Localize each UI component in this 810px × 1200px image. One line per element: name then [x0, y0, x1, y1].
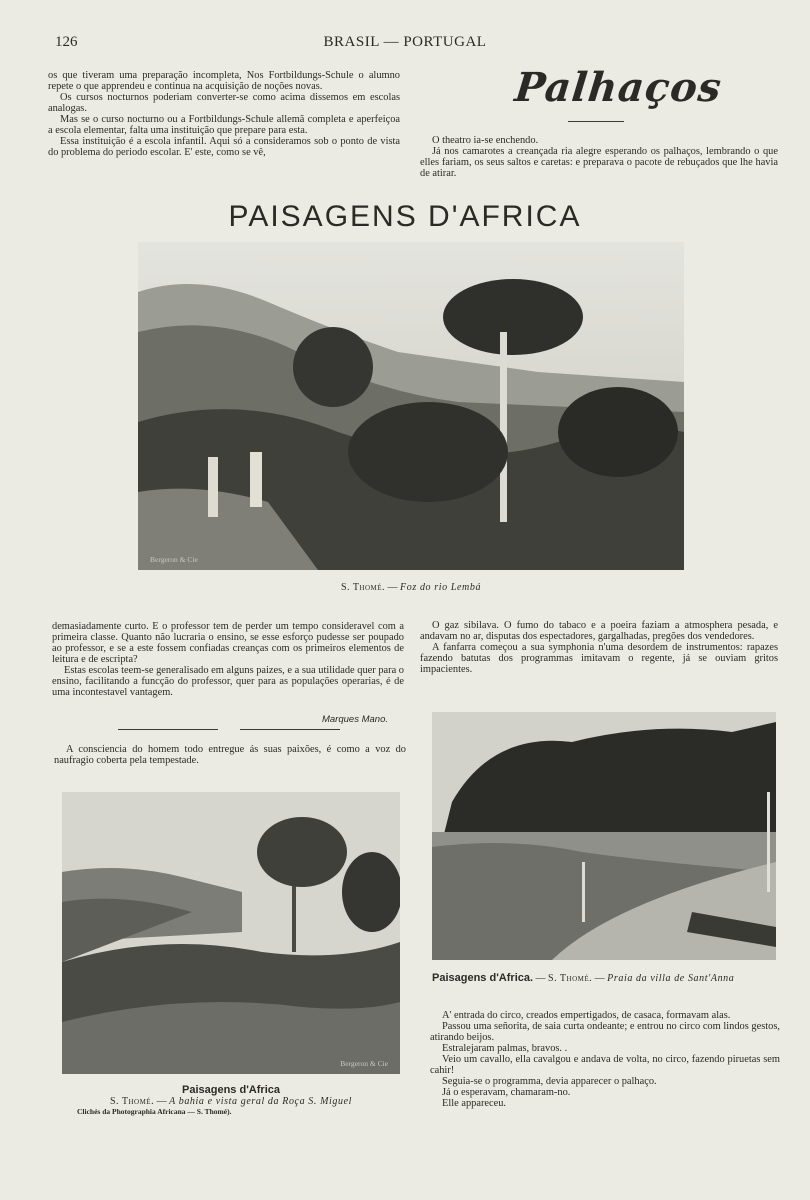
paragraph: Seguia-se o programma, devia apparecer o palhaço. — [442, 1076, 657, 1087]
photo-bahia-roca-sao-miguel — [62, 792, 400, 1074]
quote-block — [54, 744, 406, 766]
caption-place: S. Thomé. — [109, 1096, 155, 1107]
paragraph: Passou uma señorita, de saia curta ondeante; e entrou no circo com lindos gestos, atirando beijos. — [430, 1021, 780, 1043]
paragraph: A' entrada do circo, creados empertigados, de casaca, formavam alas. — [442, 1010, 731, 1021]
caption-series: Paisagens d'Africa — [182, 1084, 280, 1096]
section-title: PAISAGENS D'AFRICA — [228, 200, 582, 233]
paragraph: Já nos camarotes a creançada ria alegre esperando os palhaços, lembrando o que elles fariam, os seus saltos e caretas: e preparava o pacote de rebuçados que lhe havia de atirar. — [420, 146, 778, 179]
palhacos-bottom — [430, 1010, 780, 1109]
left-photo-caption: Paisagens d'Africa S. Thomé. — A bahia e vista geral da Roça S. Miguel Clichés da Photographia Africana — S. Thomé). — [62, 1084, 400, 1116]
paragraph: demasiadamente curto. E o professor tem de perder um tempo consideravel com a primeira classe. Quanto não lucraria o ensino, se esse esforço pudesse ser poupado ao professor, e se a este fossem confiadas creanças com os primeiros elementos de leitura e de escripta? — [52, 621, 404, 665]
caption-text: Praia da villa de Sant'Anna — [607, 973, 735, 984]
divider-rule — [568, 121, 624, 122]
right-photo-caption: Paisagens d'Africa. — S. Thomé. — Praia da villa de Sant'Anna — [432, 972, 735, 984]
running-header-title: BRASIL — PORTUGAL — [323, 34, 487, 50]
paragraph: Estas escolas teem-se generalisado em alguns paizes, e a sua utilidade quer para o ensino, facilitando a funcção do professor, quer para as populações operarias, é de uma incontestavel vantagem. — [52, 665, 404, 698]
palhacos-title: Palhaços — [512, 64, 725, 111]
paragraph: Mas se o curso nocturno ou a Fortbildungs-Schule allemã completa e aperfeiçoa a escola elementar, falta uma instituição que prepare para esta. — [48, 114, 400, 136]
paragraph: O theatro ia-se enchendo. — [432, 135, 539, 146]
main-photo-caption: S. Thomé. — Foz do rio Lembá — [340, 582, 482, 593]
palhacos-intro — [420, 135, 778, 179]
paragraph: os que tiveram uma preparação incompleta, Nos Fortbildungs-Schule o alumno repete o que apprendeu e continua na acquisição de noções novas. — [48, 70, 400, 92]
ornament-rule-right — [240, 729, 340, 730]
caption-text: Foz do rio Lembá — [400, 582, 482, 593]
bay-photo-graphic — [62, 792, 400, 1074]
caption-place: S. Thomé. — [340, 582, 386, 593]
ornament-rule-left — [118, 729, 218, 730]
engraver-mark: Bergeron & Cie — [150, 555, 198, 564]
paragraph: A fanfarra começou a sua symphonia n'uma desordem de instrumentos: rapazes fazendo batutas dos programmas imitavam o regente, já se ouviam gritos impacientes. — [420, 642, 778, 675]
caption-text: A bahia e vista geral da Roça S. Miguel — [169, 1096, 353, 1107]
paragraph: Essa instituição é a escola infantil. Aqui só a consideramos sob o ponto de vista do problema do periodo escolar. E' este, como se vê, — [48, 136, 400, 158]
caption-series: Paisagens d'Africa. — [432, 972, 534, 984]
engraver-mark: Bergeron & Cie — [340, 1059, 388, 1068]
landscape-photo-graphic — [138, 242, 684, 570]
caption-place: S. Thomé. — [548, 973, 593, 984]
top-left-column — [48, 70, 400, 158]
paragraph: Já o esperavam, chamaram-no. — [442, 1087, 571, 1098]
paragraph: O gaz sibilava. O fumo do tabaco e a poeira faziam a atmosphera pesada, e andavam no ar, disputas dos espectadores, gargalhadas, pregões dos vendedores. — [420, 620, 778, 642]
page-number: 126 — [55, 34, 78, 50]
palhacos-middle — [420, 620, 778, 675]
author-signature: Marques Mano. — [321, 714, 388, 725]
quote-text: A consciencia do homem todo entregue ás suas paixões, é como a voz do naufragio coberta pela tempestade. — [54, 744, 406, 766]
paragraph: Estralejaram palmas, bravos. . — [442, 1043, 568, 1054]
middle-left-column — [52, 621, 404, 698]
photo-credit: Clichés da Photographia Africana — S. Thomé). — [77, 1107, 232, 1116]
photo-foz-rio-lemba — [138, 242, 684, 570]
beach-photo-graphic — [432, 712, 776, 960]
photo-praia-santanna — [432, 712, 776, 960]
paragraph: Elle appareceu. — [442, 1098, 507, 1109]
paragraph: Veio um cavallo, ella cavalgou e andava de volta, no circo, fazendo piruetas sem cahir! — [430, 1054, 780, 1076]
paragraph: Os cursos nocturnos poderiam converter-se como acima dissemos em escolas analogas. — [48, 92, 400, 114]
